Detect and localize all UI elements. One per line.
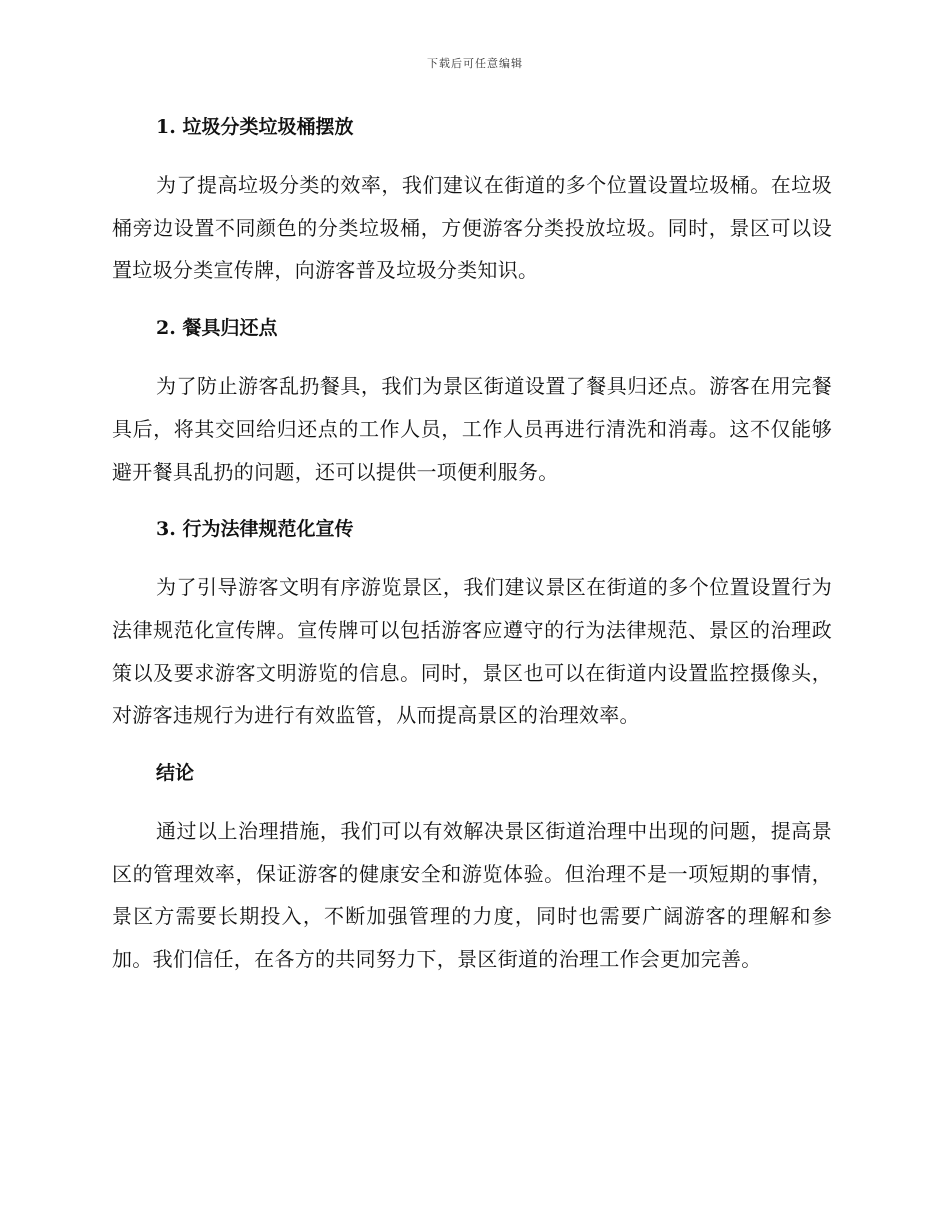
section-paragraph-conclusion: 通过以上治理措施，我们可以有效解决景区街道治理中出现的问题，提高景区的管理效率，保证游客的健康安全和游览体验。但治理不是一项短期的事情，景区方需要长期投入，不断加强管理的力度，同时也需要广阔游客的理解和参加。我们信任，在各方的共同努力下，景区街道的治理工作会更加完善。 <box>112 819 832 972</box>
section-heading-garbage-bins: 1. 垃圾分类垃圾桶摆放 <box>156 116 354 138</box>
section-heading-conclusion: 结论 <box>156 762 195 785</box>
document-body <box>112 112 832 981</box>
section-paragraph-tableware-return: 为了防止游客乱扔餐具，我们为景区街道设置了餐具归还点。游客在用完餐具后，将其交回给归还点的工作人员，工作人员再进行清洗和消毒。这不仅能够避开餐具乱扔的问题，还可以提供一项便利服务。 <box>112 374 832 484</box>
section-paragraph-garbage-bins: 为了提高垃圾分类的效率，我们建议在街道的多个位置设置垃圾桶。在垃圾桶旁边设置不同颜色的分类垃圾桶，方便游客分类投放垃圾。同时，景区可以设置垃圾分类宣传牌，向游客普及垃圾分类知识。 <box>112 173 832 283</box>
running-header: 下载后可任意编辑 <box>427 57 523 70</box>
section-heading-tableware-return: 2. 餐具归还点 <box>156 317 278 340</box>
section-paragraph-behavior-publicity: 为了引导游客文明有序游览景区，我们建议景区在街道的多个位置设置行为法律规范化宣传牌。宣传牌可以包括游客应遵守的行为法律规范、景区的治理政策以及要求游客文明游览的信息。同时，景区也可以在街道内设置监控摄像头，对游客违规行为进行有效监管，从而提高景区的治理效率。 <box>112 575 832 728</box>
section-heading-behavior-publicity: 3. 行为法律规范化宣传 <box>156 518 354 541</box>
